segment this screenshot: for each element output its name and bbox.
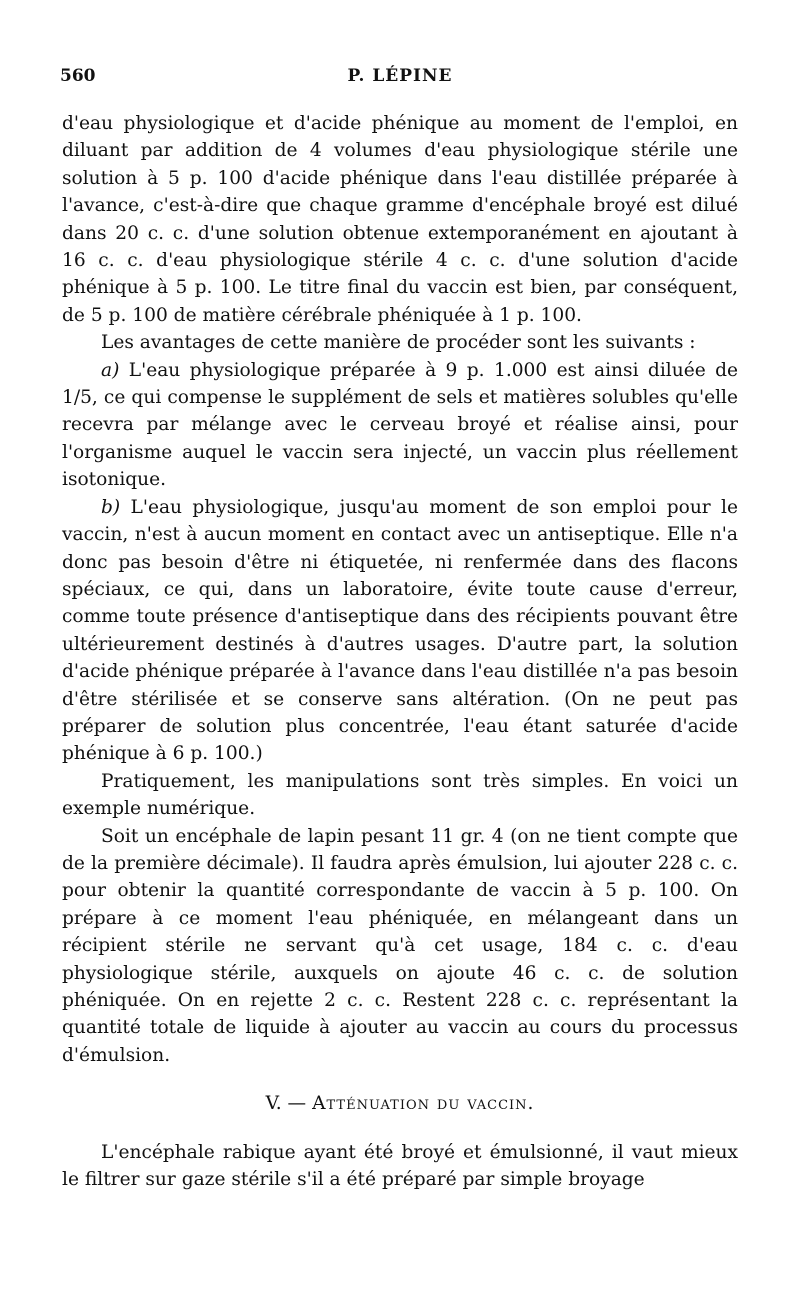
paragraph-attenuation: L'encéphale rabique ayant été broyé et émulsionné, il vaut mieux le filtrer sur gaze stérile s'il a été préparé par simple broyage xyxy=(62,1141,738,1191)
item-text-b: L'eau physiologique, jusqu'au moment de son emploi pour le vaccin, n'est à aucun moment en contact avec un antiseptique. Elle n'a donc pas besoin d'être ni étiquetée, ni renfermée dans des flacons spéciaux, ce qui, dans un laboratoire, évite toute cause d'erreur, comme toute présence d'antiseptique dans des récipients pouvant être ultérieurement destinés à d'autres usages. D'autre part, la solution d'acide phénique préparée à l'avance dans l'eau distillée n'a pas besoin d'être stérilisée et se conserve sans altération. (On ne peut pas préparer de solution plus concentrée, l'eau étant saturée d'acide phénique à 6 p. 100.) xyxy=(62,496,738,765)
body-text xyxy=(62,110,738,1193)
item-text-a: L'eau physiologique préparée à 9 p. 1.000 est ainsi diluée de 1/5, ce qui compense le supplément de sels et matières solubles qu'elle recevra par mélange avec le cerveau broyé et réalise ainsi, pour l'organisme auquel le vaccin sera injecté, un vaccin plus réellement isotonique. xyxy=(62,359,738,491)
section-title-text: Atténuation du vaccin. xyxy=(312,1093,535,1115)
list-item-a xyxy=(62,357,738,494)
list-item-b xyxy=(62,494,738,768)
paragraph-continued: d'eau physiologique et d'acide phénique au moment de l'emploi, en diluant par addition de 4 volumes d'eau physiologique stérile une solution à 5 p. 100 d'acide phénique dans l'eau distillée préparée à l'avance, c'est-à-dire que chaque gramme d'encéphale broyé est dilué dans 20 c. c. d'une solution obtenue extemporanément en ajoutant à 16 c. c. d'eau physiologique stérile 4 c. c. d'une solution d'acide phénique à 5 p. 100. Le titre final du vaccin est bien, par conséquent, de 5 p. 100 de matière cérébrale phéniquée à 1 p. 100. xyxy=(62,113,738,326)
paragraph-practical: Pratiquement, les manipulations sont très simples. En voici un exemple numérique. xyxy=(62,770,738,820)
page-header xyxy=(60,66,740,90)
section-number: V. — xyxy=(265,1093,307,1115)
running-head: P. LÉPINE xyxy=(347,66,453,86)
item-marker-a: a) xyxy=(101,359,120,381)
paragraph-example: Soit un encéphale de lapin pesant 11 gr. 4 (on ne tient compte que de la première décimale). Il faudra après émulsion, lui ajouter 228 c. c. pour obtenir la quantité correspondante de vaccin à 5 p. 100. On prépare à ce moment l'eau phéniquée, en mélangeant dans un récipient stérile ne servant qu'à cet usage, 184 c. c. d'eau physiologique stérile, auxquels on ajoute 46 c. c. de solution phéniquée. On en rejette 2 c. c. Restent 228 c. c. représentant la quantité totale de liquide à ajouter au vaccin au cours du processus d'émulsion. xyxy=(62,825,738,1066)
page-number: 560 xyxy=(60,66,96,86)
section-heading xyxy=(62,1090,738,1117)
paragraph-advantages-intro: Les avantages de cette manière de procéder sont les suivants : xyxy=(101,332,696,354)
item-marker-b: b) xyxy=(101,496,121,518)
